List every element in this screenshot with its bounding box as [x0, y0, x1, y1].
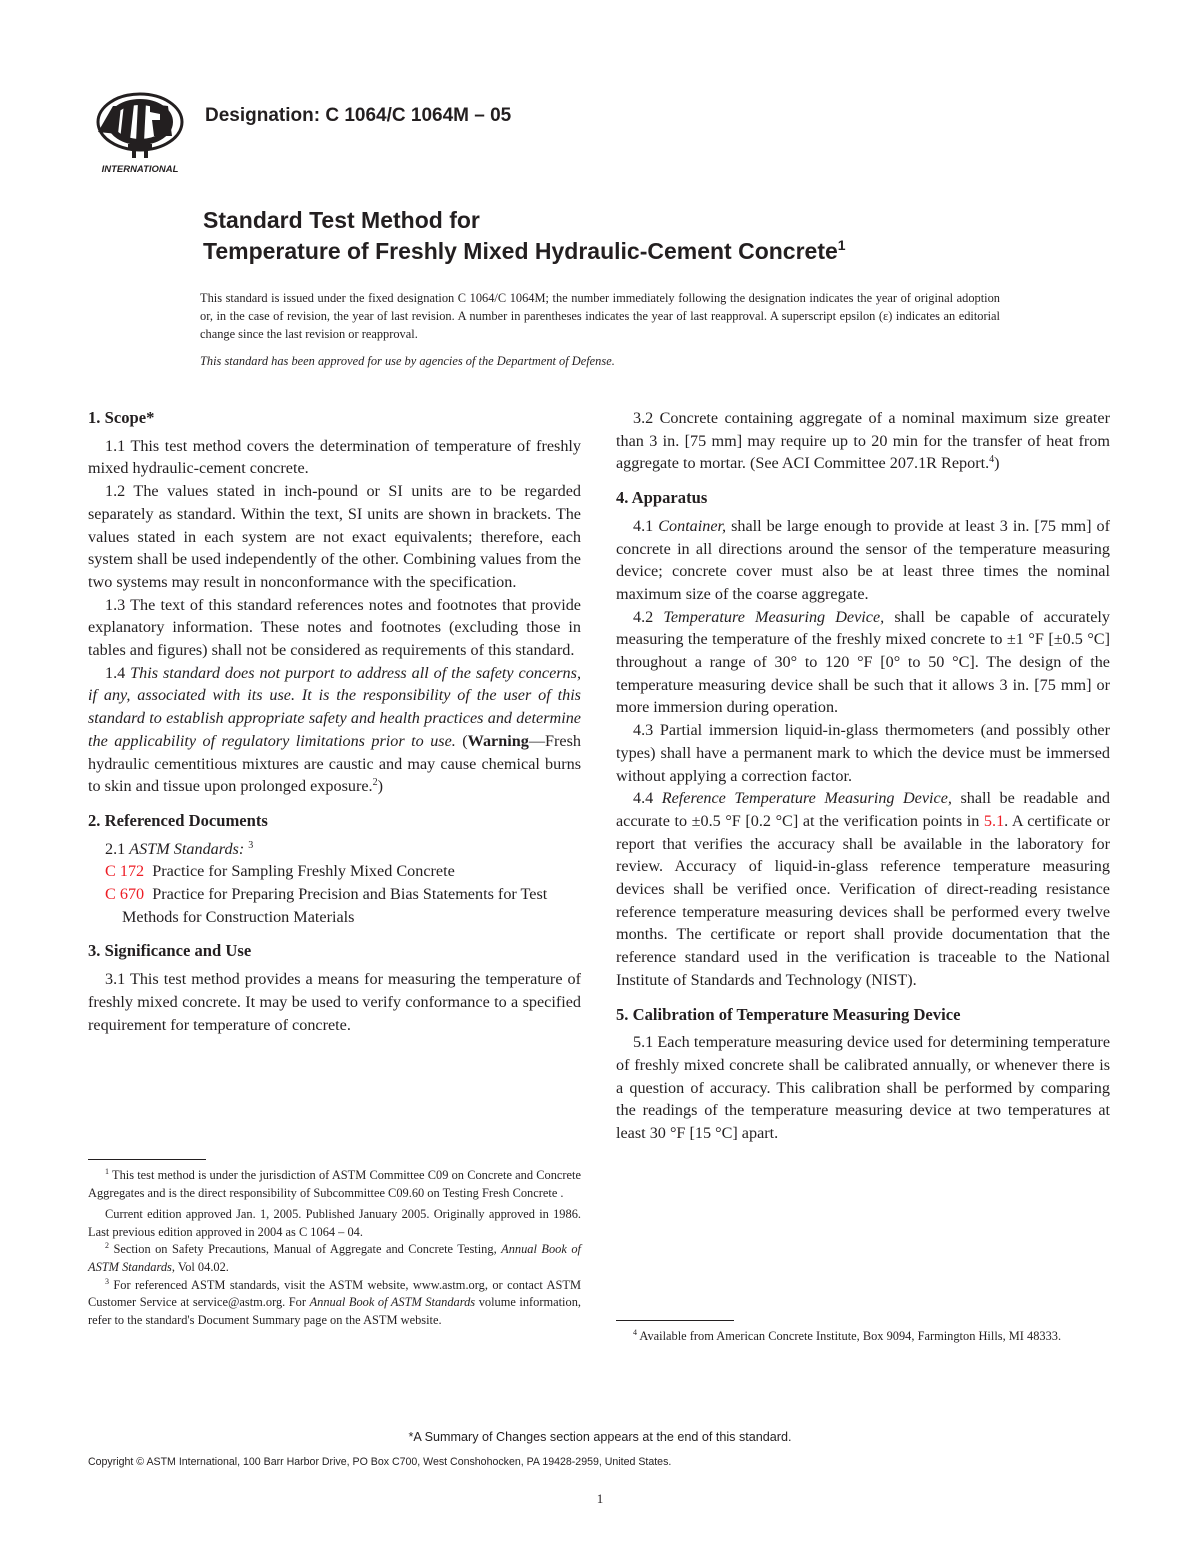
footnote-3-mark: 3: [105, 1276, 109, 1286]
page-number: 1: [596, 1491, 604, 1506]
paragraph-4-4-text-a: shall be readable and accurate to ±0.5 °F [0.2 °C] at the verification points in: [616, 789, 1111, 830]
paragraph-4-1-text: shall be large enough to provide at least 3 in. [75 mm] of concrete in all directions around the sensor of the temperature measuring device; concrete cover must also be at least three times the nominal maximum size of the coarse aggregate.: [616, 516, 1110, 603]
section-heading-scope: 1. Scope*: [88, 408, 155, 427]
reference-code-link[interactable]: C 172: [105, 862, 145, 881]
footnote-rule-right: [616, 1320, 734, 1321]
reference-code-link[interactable]: C 670: [105, 885, 145, 904]
left-column: [88, 407, 581, 1036]
footnote-1: [88, 1167, 581, 1202]
issue-note: This standard is issued under the fixed designation C 1064/C 1064M; the number immediately following the designation indicates the year of original adoption or, in the case of revision, the year of last revision. A number in parentheses indicates the year of last reapproval. A superscript epsilon (ε) indicates an editorial change since the last revision or reapproval.: [200, 291, 1000, 341]
logo-wordmark: INTERNATIONAL: [101, 164, 179, 175]
footnote-3-book: Annual Book of ASTM Standards: [309, 1295, 476, 1310]
warning-label: Warning: [467, 731, 529, 750]
astm-logo-icon: [88, 92, 192, 176]
astm-standards-label: ASTM Standards:: [129, 839, 245, 858]
footnote-3-rest: volume information, refer to the standard's Document Summary page on the ASTM website.: [88, 1295, 581, 1327]
footnote-2-vol: , Vol 04.02.: [171, 1259, 229, 1274]
footnote-ref-3: 3: [248, 839, 254, 851]
reference-c172: [88, 860, 581, 883]
paragraph-1-4-open: (: [462, 731, 468, 750]
term-container: Container,: [658, 516, 727, 535]
document-title: [203, 205, 1083, 267]
footnote-1-text: This test method is under the jurisdiction of ASTM Committee C09 on Concrete and Concrete Aggregates and is the direct responsibility of Subcommittee C09.60 on Testing Fresh Concrete .: [88, 1168, 581, 1200]
designation: Designation: C 1064/C 1064M – 05: [205, 105, 512, 126]
paragraph-4-4-num: 4.4: [633, 789, 654, 808]
footnote-4-mark: 4: [633, 1328, 637, 1337]
right-column: [616, 407, 1110, 1145]
footnote-4: [616, 1328, 1110, 1346]
footnote-rule-left: [88, 1159, 206, 1160]
section-heading-apparatus: 4. Apparatus: [616, 488, 708, 508]
footnote-3: [88, 1277, 581, 1330]
title-line-1: Standard Test Method for: [203, 207, 480, 233]
paragraph-1-4-num: 1.4: [105, 663, 126, 682]
section-heading-significance: 3. Significance and Use: [88, 941, 252, 961]
paragraph-4-3: 4.3 Partial immersion liquid-in-glass thermometers (and possibly other types) shall have a permanent mark to which the device must be immersed without applying a correction factor.: [616, 721, 1110, 785]
paragraph-2-1: [88, 838, 581, 861]
paragraph-1-1: 1.1 This test method covers the determination of temperature of freshly mixed hydraulic-cement concrete.: [88, 436, 581, 478]
paragraph-3-2-text: 3.2 Concrete containing aggregate of a nominal maximum size greater than 3 in. [75 mm] may require up to 20 min for the transfer of heat from aggregate to mortar. (See ACI Committee 207.1R Report.: [616, 409, 1110, 473]
footnote-ref-4: 4: [989, 454, 995, 466]
dod-note: This standard has been approved for use by agencies of the Department of Defense.: [200, 354, 615, 368]
reference-title: Practice for Preparing Precision and Bias Statements for Test Methods for Construction Materials: [122, 885, 548, 926]
footnote-2: [88, 1241, 581, 1276]
summary-of-changes-note: *A Summary of Changes section appears at the end of this standard.: [408, 1430, 792, 1444]
section-link-5-1[interactable]: 5.1: [983, 811, 1005, 830]
paragraph-1-4-safety: This standard does not purport to address all of the safety concerns, if any, associated with its use. It is the responsibility of the user of this standard to establish appropriate safety and health practices and determine the applicability of regulatory limitations prior to use.: [88, 663, 581, 750]
paragraph-1-2: 1.2 The values stated in inch-pound or SI units are to be regarded separately as standard. Within the text, SI units are shown in brackets. The values stated in each system are not exact equivalents; therefore, each system shall be used independently of the other. Combining values from the two systems may result in nonconformance with the specification.: [88, 482, 581, 591]
footnote-ref-2: 2: [372, 777, 378, 789]
paragraph-4-1: [616, 515, 1110, 606]
title-line-2: [203, 236, 1083, 267]
paragraph-1-4-warning-text: —Fresh hydraulic cementitious mixtures are caustic and may cause chemical burns to skin and tissue upon prolonged exposure.: [88, 731, 582, 796]
title-line-2-text: Temperature of Freshly Mixed Hydraulic-Cement Concrete: [203, 238, 838, 264]
footnote-1-mark: 1: [105, 1167, 109, 1176]
section-heading-referenced: 2. Referenced Documents: [88, 810, 268, 830]
footnote-1-edition: Current edition approved Jan. 1, 2005. Published January 2005. Originally approved in 1986. Last previous edition approved in 2004 as C 1064 – 04.: [88, 1207, 581, 1239]
copyright-line: Copyright © ASTM International, 100 Barr Harbor Drive, PO Box C700, West Conshohocken, PA 19428-2959, United States.: [88, 1456, 672, 1468]
paragraph-3-2-close: ): [994, 454, 1000, 473]
paragraph-4-4-text-b: . A certificate or report that verifies the accuracy shall be available in the laboratory for review. Accuracy of liquid-in-glass reference temperature measuring devices shall be verified once. Verification of direct-reading resistance reference temperature measuring devices shall be performed every twelve months. The certificate or report shall provide documentation that the reference standard used in the verification is traceable to the National Institute of Standards and Technology (NIST).: [616, 811, 1111, 989]
paragraph-5-1: 5.1 Each temperature measuring device used for determining temperature of freshly mixed concrete shall be calibrated annually, or whenever there is a question of accuracy. This calibration shall be performed by comparing the readings of the temperature measuring device at two temperatures at least 30 °F [15 °C] apart.: [616, 1033, 1110, 1143]
paragraph-4-2-text: shall be capable of accurately measuring the temperature of the freshly mixed concrete to ±1 °F [±0.5 °C] throughout a range of 30° to 120 °F [0° to 50 °C]. The design of the temperature measuring device shall be such that it allows 3 in. [75 mm] or more immersion during operation.: [616, 607, 1111, 717]
footnote-2-text: Section on Safety Precautions, Manual of Aggregate and Concrete Testing,: [113, 1242, 497, 1257]
paragraph-4-2: [616, 606, 1110, 720]
paragraph-1-4-close: ): [377, 777, 383, 796]
footnote-3-text: For referenced ASTM standards, visit the ASTM website, www.astm.org, or contact ASTM Customer Service at service@astm.org. For: [88, 1277, 581, 1310]
footnote-2-book: Annual Book of ASTM Standards: [88, 1242, 581, 1274]
paragraph-3-2: [616, 407, 1110, 475]
footnotes-left: [88, 1167, 581, 1329]
paragraph-2-1-num: 2.1: [105, 839, 126, 858]
paragraph-1-3: 1.3 The text of this standard references notes and footnotes that provide explanatory information. These notes and footnotes (excluding those in tables and figures) shall not be considered as requirements of this standard.: [88, 595, 581, 660]
reference-c670: [88, 883, 581, 928]
reference-title: Practice for Sampling Freshly Mixed Concrete: [152, 862, 455, 881]
paragraph-1-4: [88, 662, 581, 798]
title-footnote-mark: 1: [837, 237, 846, 253]
paragraph-4-2-num: 4.2: [633, 607, 654, 626]
section-heading-calibration: 5. Calibration of Temperature Measuring Device: [616, 1004, 961, 1024]
footnotes-right: [616, 1328, 1110, 1346]
paragraph-3-1: 3.1 This test method provides a means for measuring the temperature of freshly mixed concrete. It may be used to verify conformance to a specified requirement for temperature of concrete.: [88, 970, 581, 1034]
paragraph-4-1-num: 4.1: [633, 516, 654, 535]
astm-logo: [88, 92, 192, 176]
paragraph-4-4: [616, 787, 1110, 991]
term-temperature-device: Temperature Measuring Device,: [663, 607, 885, 626]
footnote-4-text: Available from American Concrete Institute, Box 9094, Farmington Hills, MI 48333.: [639, 1329, 1062, 1343]
footnote-2-mark: 2: [105, 1241, 109, 1251]
term-reference-device: Reference Temperature Measuring Device,: [661, 789, 952, 808]
